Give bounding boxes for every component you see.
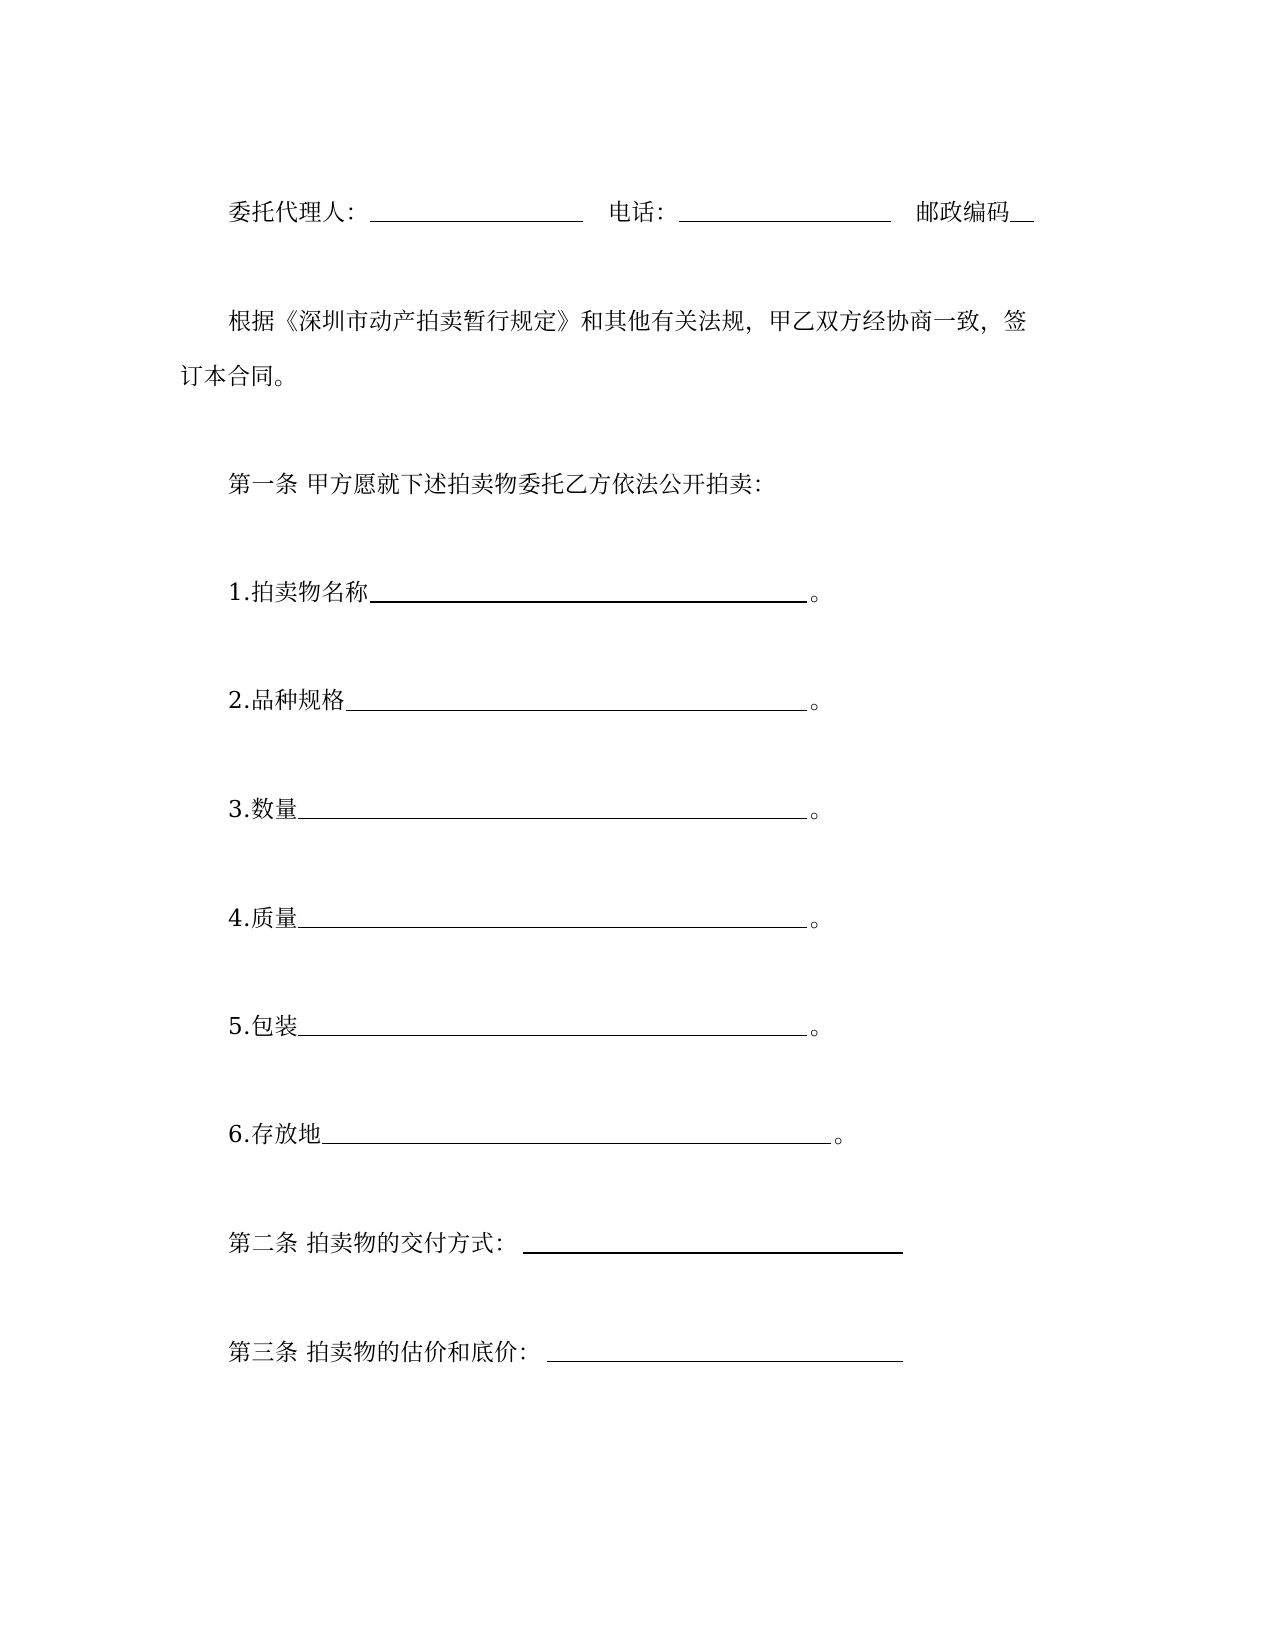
postcode-label: 邮政编码 bbox=[916, 200, 1010, 226]
delivery-method-field[interactable] bbox=[523, 1252, 903, 1254]
item-end: 。 bbox=[810, 688, 834, 714]
item-end: 。 bbox=[810, 580, 834, 606]
agent-label: 委托代理人： bbox=[228, 200, 369, 226]
article3-label: 第三条 拍卖物的估价和底价： bbox=[228, 1340, 542, 1366]
intro-line-1: 根据《深圳市动产拍卖暂行规定》和其他有关法规，甲乙双方经协商一致，签 bbox=[228, 309, 1027, 335]
item-label: 1.拍卖物名称 bbox=[228, 580, 369, 606]
item-end: 。 bbox=[810, 1014, 834, 1040]
article2-label: 第二条 拍卖物的交付方式： bbox=[228, 1231, 518, 1257]
phone-field[interactable] bbox=[679, 221, 891, 222]
agent-field[interactable] bbox=[370, 221, 583, 222]
item-label: 3.数量 bbox=[228, 797, 298, 823]
item-end: 。 bbox=[810, 906, 834, 932]
item-label: 4.质量 bbox=[228, 906, 298, 932]
item-field[interactable] bbox=[346, 710, 807, 711]
postcode-field[interactable] bbox=[1010, 221, 1034, 222]
item-field[interactable] bbox=[322, 1143, 831, 1144]
item-field[interactable] bbox=[370, 601, 807, 603]
valuation-field[interactable] bbox=[547, 1361, 903, 1362]
item-field[interactable] bbox=[298, 1035, 807, 1036]
phone-label: 电话： bbox=[608, 200, 679, 226]
item-end: 。 bbox=[834, 1122, 858, 1148]
article1-heading: 第一条 甲方愿就下述拍卖物委托乙方依法公开拍卖： bbox=[228, 472, 777, 498]
item-label: 2.品种规格 bbox=[228, 688, 345, 714]
item-field[interactable] bbox=[298, 818, 807, 819]
item-end: 。 bbox=[810, 797, 834, 823]
item-field[interactable] bbox=[298, 927, 807, 928]
intro-line-2: 订本合同。 bbox=[180, 364, 298, 390]
item-label: 5.包装 bbox=[228, 1014, 298, 1040]
item-label: 6.存放地 bbox=[228, 1122, 322, 1148]
